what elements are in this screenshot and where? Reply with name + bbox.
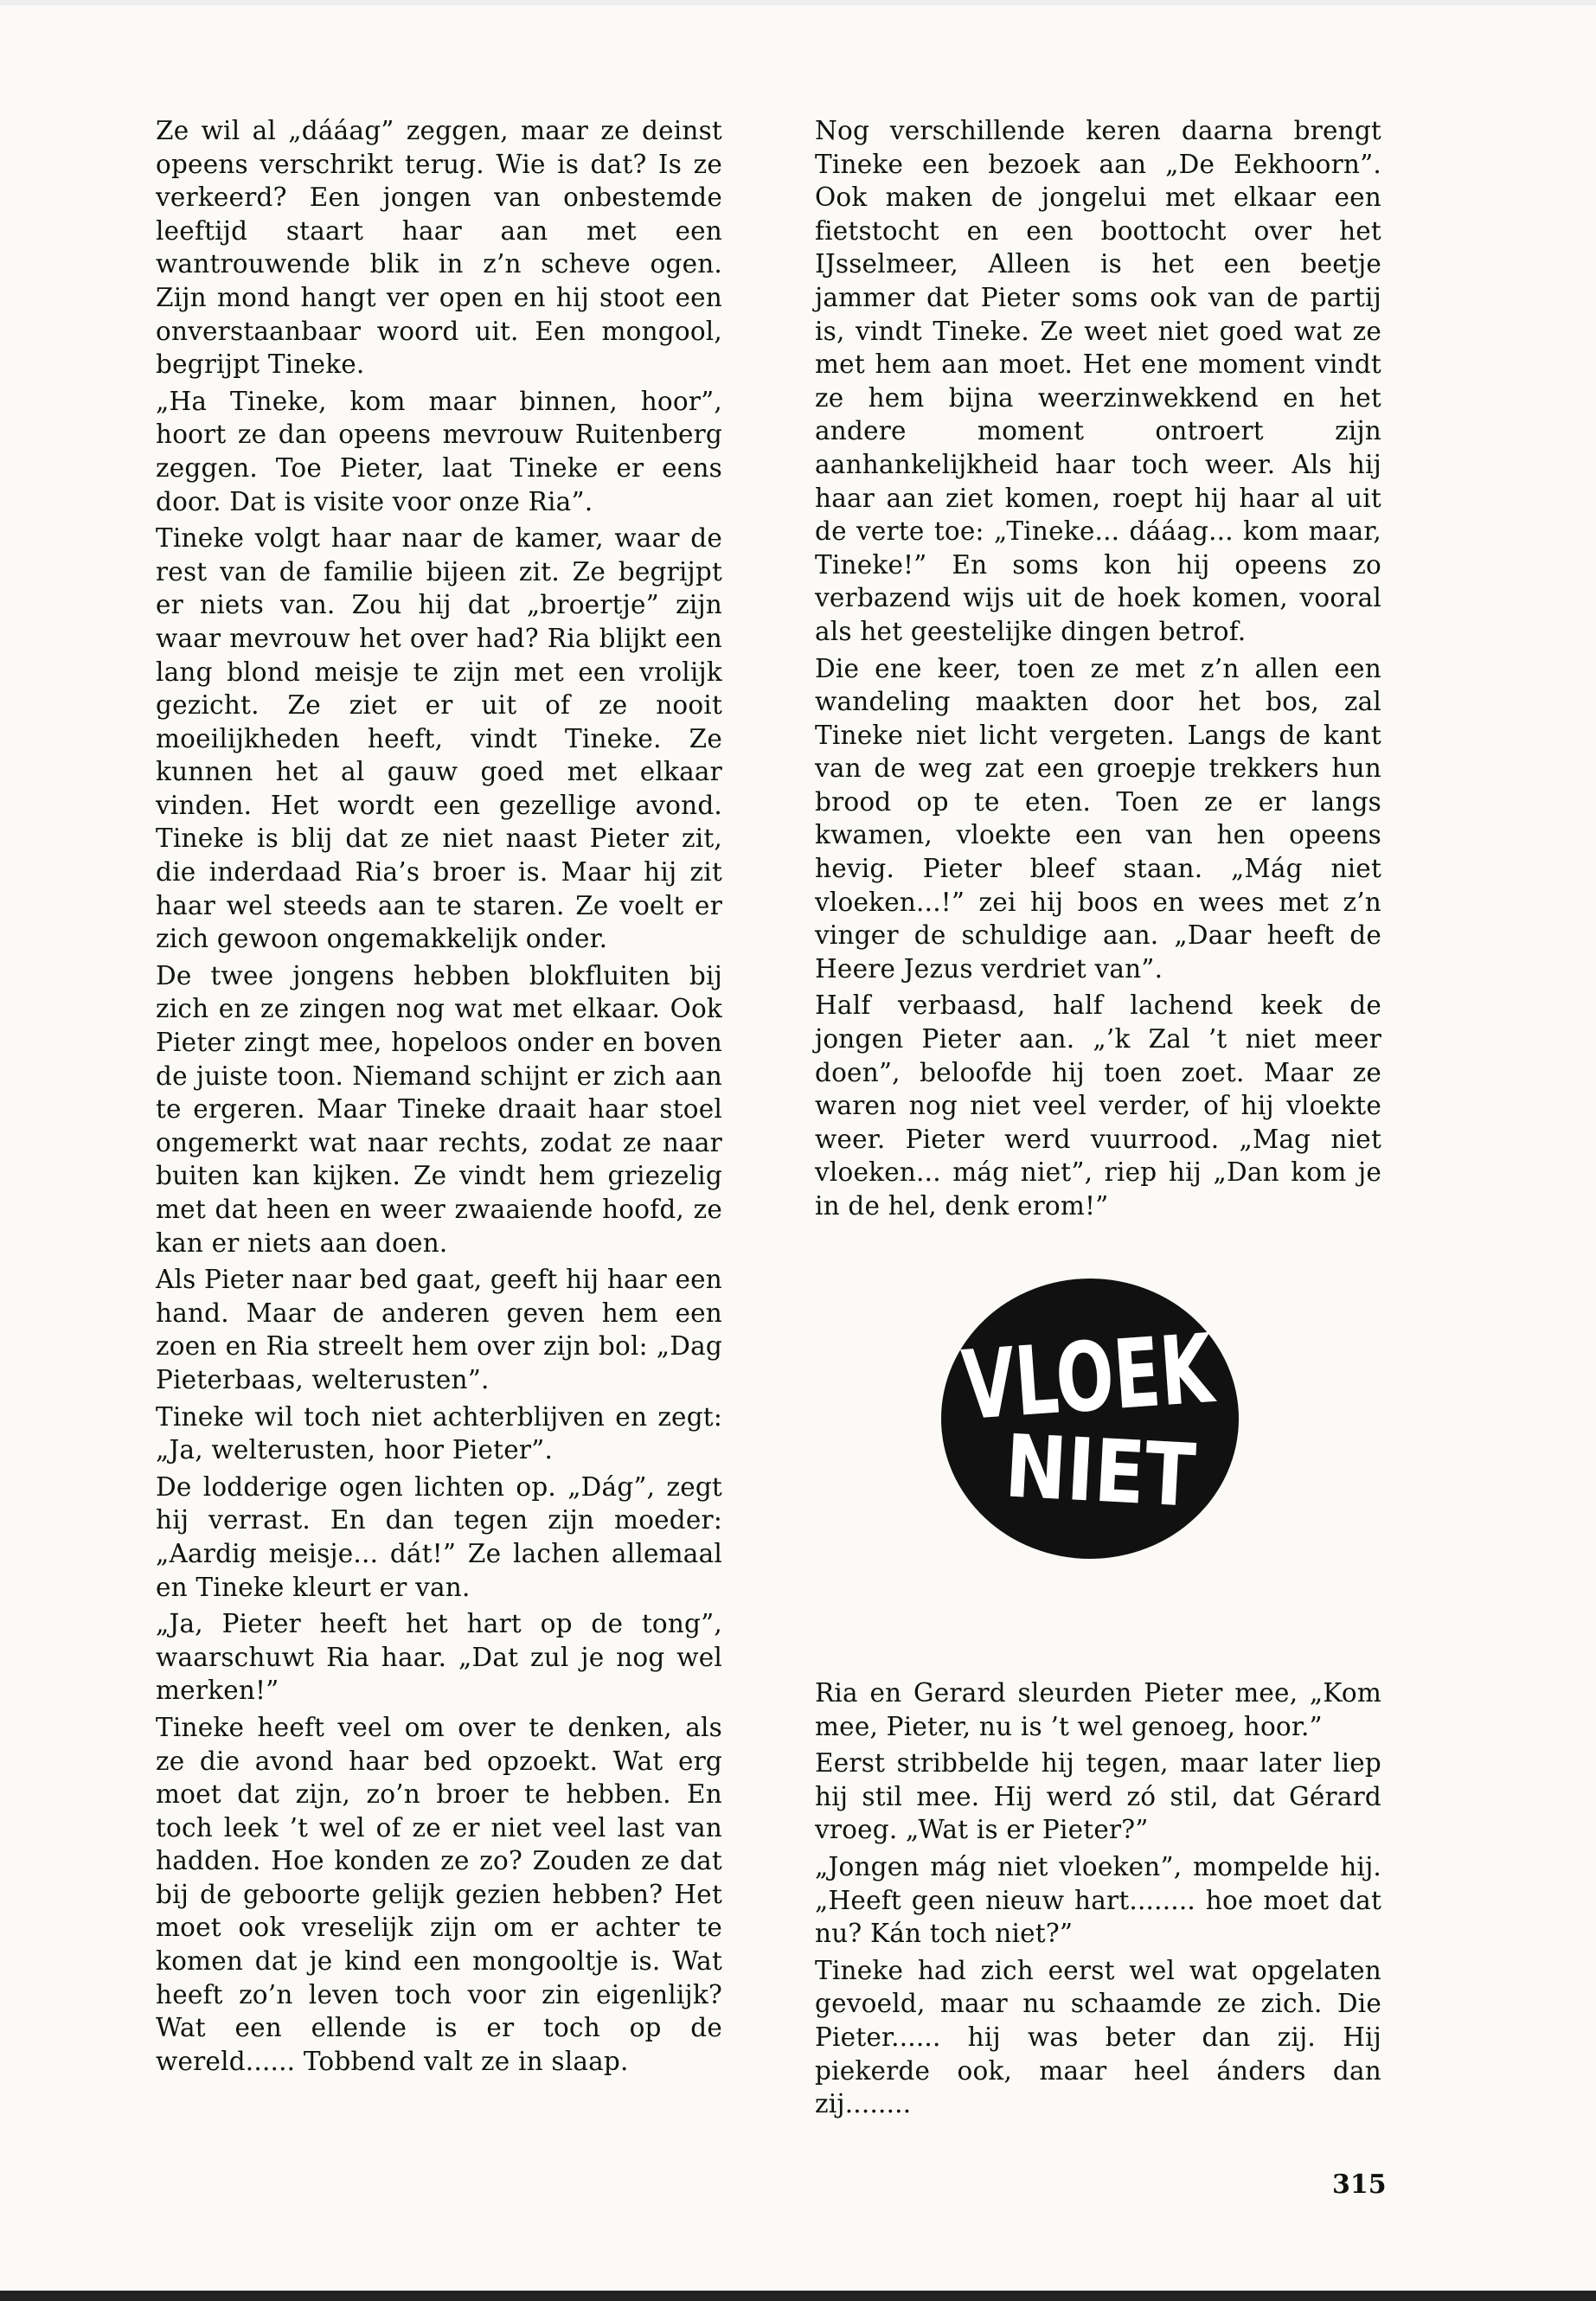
right-column-lower [815,1676,1381,2125]
paragraph: „Ha Tineke, kom maar binnen, hoor”, hoort ze dan opeens mevrouw Ruitenberg zeggen. Toe Pieter, laat Tineke er eens door. Dat is visite voor onze Ria”. [156,386,722,516]
page-number: 315 [1332,2170,1387,2200]
paragraph: Ria en Gerard sleurden Pieter mee, „Kom mee, Pieter, nu is ’t wel genoeg, hoor.” [815,1678,1381,1741]
paragraph: Nog verschillende keren daarna brengt Tineke een bezoek aan „De Eekhoorn”. Ook maken de jongelui met elkaar een fietstocht en een boottocht over het IJsselmeer, Alleen is het een beetje jammer dat Pieter soms ook van de partij is, vindt Tineke. Ze weet niet goed wat ze met hem aan moet. Het ene moment vindt ze hem bijna weerzinwekkend en het andere moment ontroert zijn aanhankelijkheid haar toch weer. Als hij haar aan ziet komen, roept hij haar al uit de verte toe: „Tineke... dááag... kom maar, Tineke!” En soms kon hij opeens zo verbazend wijs uit de hoek komen, vooral als het geestelijke dingen betrof. [815,116,1381,646]
paragraph: Tineke heeft veel om over te denken, als ze die avond haar bed opzoekt. Wat erg moet dat zijn, zo’n broer te hebben. En toch leek ’t wel of ze er niet veel last van hadden. Hoe konden ze zo? Zouden ze dat bij de geboorte gelijk gezien hebben? Het moet ook vreselijk zijn om er achter te komen dat je kind een mongooltje is. Wat heeft zo’n leven toch voor zin eigenlijk? Wat een ellende is er toch op de wereld...... Tobbend valt ze in slaap. [156,1712,722,2076]
left-column [156,114,722,2081]
paragraph: Half verbaasd, half lachend keek de jongen Pieter aan. „’k Zal ’t niet meer doen”, beloofde hij toen zoet. Maar ze waren nog niet veel verder, of hij vloekte weer. Pieter werd vuurrood. „Mag niet vloeken... mág niet”, riep hij „Dan kom je in de hel, denk erom!” [815,990,1381,1221]
vloek-niet-emblem [934,1272,1317,1566]
right-column-upper [815,114,1381,1227]
paragraph: De lodderige ogen lichten op. „Dág”, zegt hij verrast. En dan tegen zijn moeder: „Aardig meisje... dát!” Ze lachen allemaal en Tineke kleurt er van. [156,1471,722,1602]
paragraph: Eerst stribbelde hij tegen, maar later liep hij stil mee. Hij werd zó stil, dat Gérard vroeg. „Wat is er Pieter?” [815,1748,1381,1845]
paragraph: „Jongen mág niet vloeken”, mompelde hij. „Heeft geen nieuw hart........ hoe moet dat nu? Kán toch niet?” [815,1851,1381,1949]
page-bottom-edge [0,2291,1596,2301]
paragraph: De twee jongens hebben blokfluiten bij zich en ze zingen nog wat met elkaar. Ook Pieter zingt mee, hopeloos onder en boven de juiste toon. Niemand schijnt er zich aan te ergeren. Maar Tineke draait haar stoel ongemerkt wat naar rechts, zodat ze naar buiten kan kijken. Ze vindt hem griezelig met dat heen en weer zwaaiende hoofd, ze kan er niets aan doen. [156,960,722,1258]
paragraph: Tineke had zich eerst wel wat opgelaten gevoeld, maar nu schaamde ze zich. Die Pieter...... hij was beter dan zij. Hij piekerde ook, maar heel ánders dan zij........ [815,1955,1381,2119]
emblem-line-2: NIET [1002,1415,1231,1529]
paragraph: Ze wil al „dááag” zeggen, maar ze deinst opeens verschrikt terug. Wie is dat? Is ze verkeerd? Een jongen van onbestemde leeftijd staart haar aan met een wantrouwende blik in z’n scheve ogen. Zijn mond hangt ver open en hij stoot een onverstaanbaar woord uit. Een mongool, begrijpt Tineke. [156,116,722,380]
paragraph: Die ene keer, toen ze met z’n allen een wandeling maakten door het bos, zal Tineke niet licht vergeten. Langs de kant van de weg zat een groepje trekkers hun brood op te eten. Toen ze er langs kwamen, vloekte een van hen opeens hevig. Pieter bleef staan. „Mág niet vloeken...!” zei hij boos en wees met z’n vinger de schuldige aan. „Daar heeft de Heere Jezus verdriet van”. [815,653,1381,984]
emblem-line-1: VLOEK [958,1306,1317,1442]
paragraph: „Ja, Pieter heeft het hart op de tong”, waarschuwt Ria haar. „Dat zul je nog wel merken!” [156,1609,722,1706]
page-top-edge [0,0,1596,5]
paragraph: Als Pieter naar bed gaat, geeft hij haar een hand. Maar de anderen geven hem een zoen en Ria streelt hem over zijn bol: „Dag Pieterbaas, welterusten”. [156,1265,722,1394]
paragraph: Tineke wil toch niet achterblijven en zegt: „Ja, welterusten, hoor Pieter”. [156,1401,722,1465]
paragraph: Tineke volgt haar naar de kamer, waar de rest van de familie bijeen zit. Ze begrijpt er niets van. Zou hij dat „broertje” zijn waar mevrouw het over had? Ria blijkt een lang blond meisje te zijn met een vrolijk gezicht. Ze ziet er uit of ze nooit moeilijkheden heeft, vindt Tineke. Ze kunnen het al gauw goed met elkaar vinden. Het wordt een gezellige avond. Tineke is blij dat ze niet naast Pieter zit, die inderdaad Ria’s broer is. Maar hij zit haar wel steeds aan te staren. Ze voelt er zich gewoon ongemakkelijk onder. [156,523,722,954]
